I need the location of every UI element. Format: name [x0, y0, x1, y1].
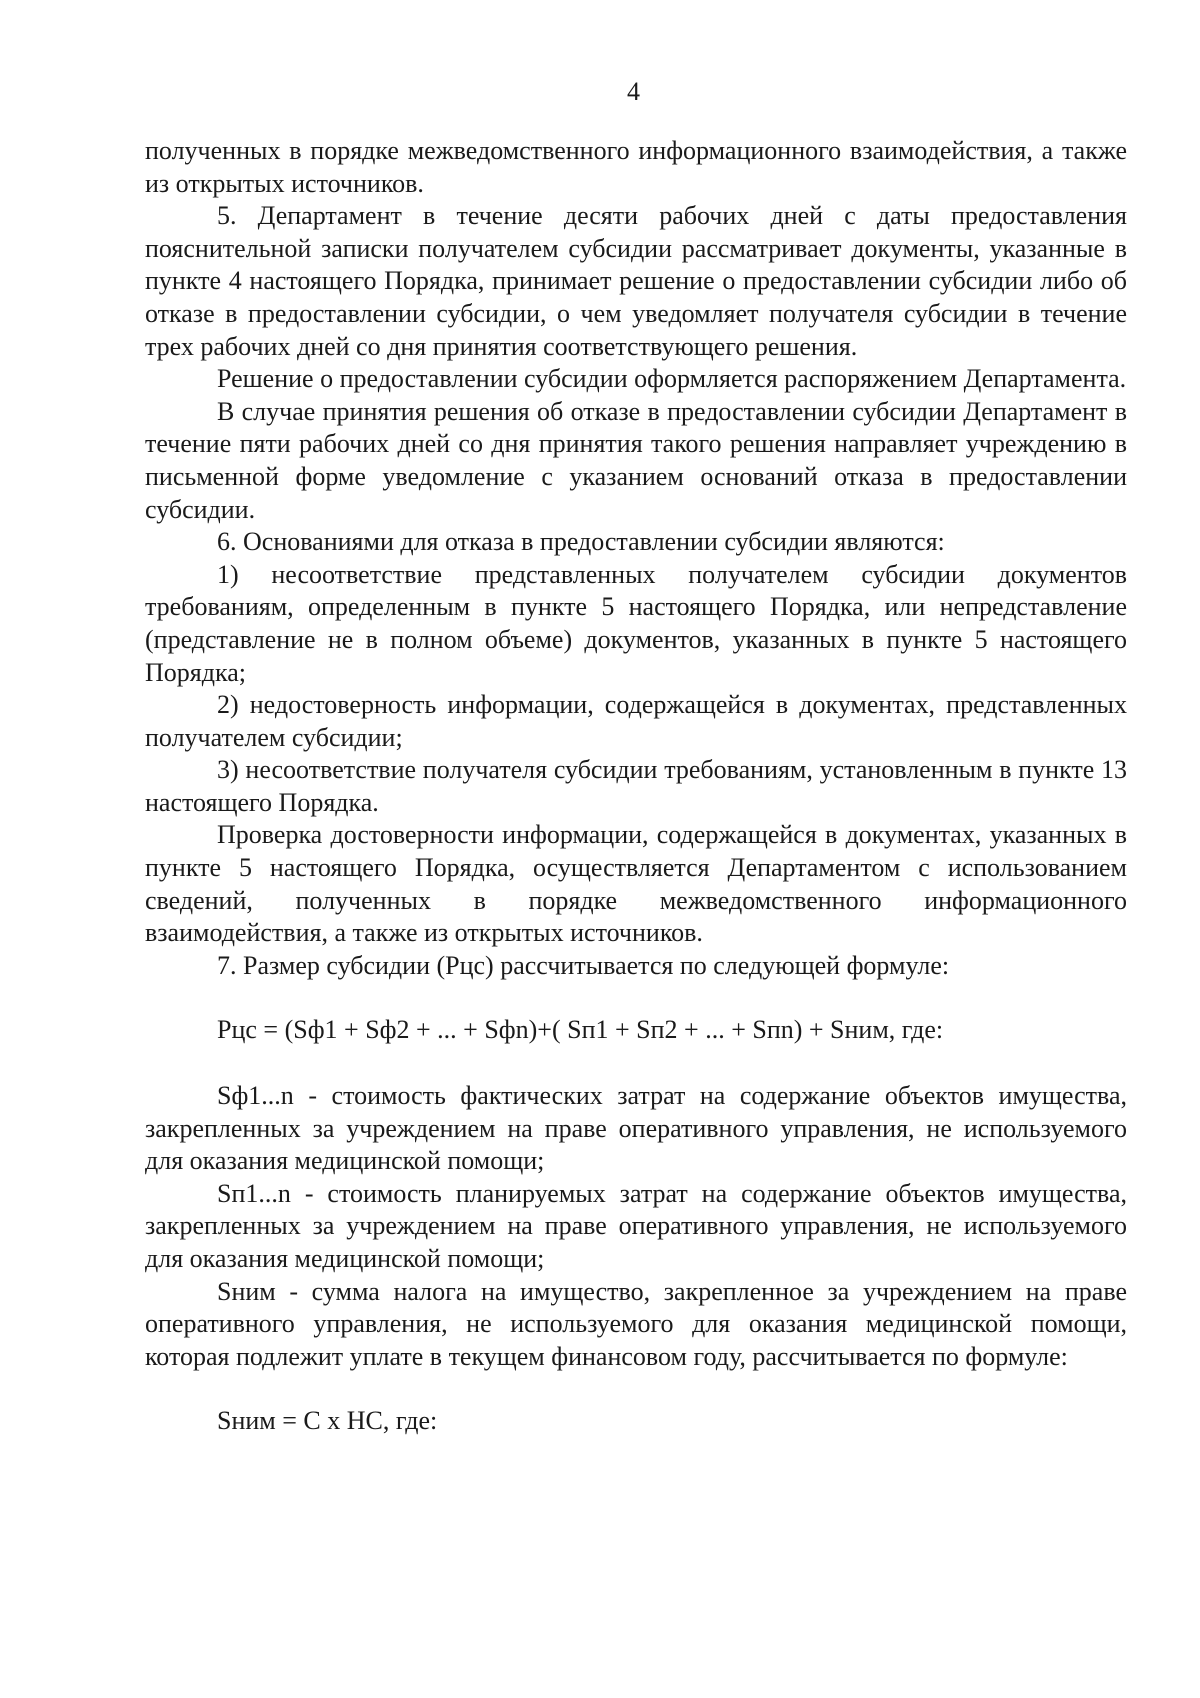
formula-definition: Sним - сумма налога на имущество, закрепленное за учреждением на праве оперативного управления, не используемого для оказания медицинской помощи, которая подлежит уплате в текущем финансовом году, рассчитывается по формуле:	[145, 1276, 1127, 1371]
subsidy-formula: Рцс = (Sф1 + Sф2 + ... + Sфn)+( Sп1 + Sп2 + ... + Sпn) + Sним, где:	[217, 1015, 944, 1045]
paragraph: Проверка достоверности информации, содержащейся в документах, указанных в пункте 5 настоящего Порядка, осуществляется Департаментом с использованием сведений, полученных в порядке межведомственного информационного взаимодействия, а также из открытых источников.	[145, 820, 1127, 948]
paragraph-item-6: 6. Основаниями для отказа в предоставлении субсидии являются:	[217, 527, 945, 557]
list-item: 1) несоответствие представленных получателем субсидии документов требованиям, определенным в пункте 5 настоящего Порядка, или непредставление (представление не в полном объеме) документов, указанных в пункте 5 настоящего Порядка;	[145, 559, 1127, 687]
page-number: 4	[627, 77, 640, 106]
paragraph: В случае принятия решения об отказе в предоставлении субсидии Департамент в течение пяти рабочих дней со дня принятия такого решения направляет учреждению в письменной форме уведомление с указанием оснований отказа в предоставлении субсидии.	[145, 396, 1127, 524]
list-item: 2) недостоверность информации, содержащейся в документах, представленных получателем субсидии;	[145, 690, 1127, 752]
paragraph-item-5: 5. Департамент в течение десяти рабочих дней с даты предоставления пояснительной записки получателем субсидии рассматривает документы, указанные в пункте 4 настоящего Порядка, принимает решение о предоставлении субсидии либо об отказе в предоставлении субсидии, о чем уведомляет получателя субсидии в течение трех рабочих дней со дня принятия соответствующего решения.	[145, 201, 1127, 361]
paragraph: полученных в порядке межведомственного информационного взаимодействия, а также из открытых источников.	[145, 136, 1127, 198]
paragraph: Решение о предоставлении субсидии оформляется распоряжением Департамента.	[217, 364, 1127, 394]
list-item: 3) несоответствие получателя субсидии требованиям, установленным в пункте 13 настоящего Порядка.	[145, 755, 1127, 817]
formula-definition: Sп1...n - стоимость планируемых затрат на содержание объектов имущества, закрепленных за учреждением на праве оперативного управления, не используемого для оказания медицинской помощи;	[145, 1178, 1127, 1273]
document-body	[145, 135, 1127, 1438]
tax-formula: Sним = С х НС, где:	[217, 1406, 438, 1436]
formula-definition: Sф1...n - стоимость фактических затрат на содержание объектов имущества, закрепленных за учреждением на праве оперативного управления, не используемого для оказания медицинской помощи;	[145, 1081, 1127, 1176]
paragraph-item-7: 7. Размер субсидии (Рцс) рассчитывается по следующей формуле:	[217, 950, 950, 980]
